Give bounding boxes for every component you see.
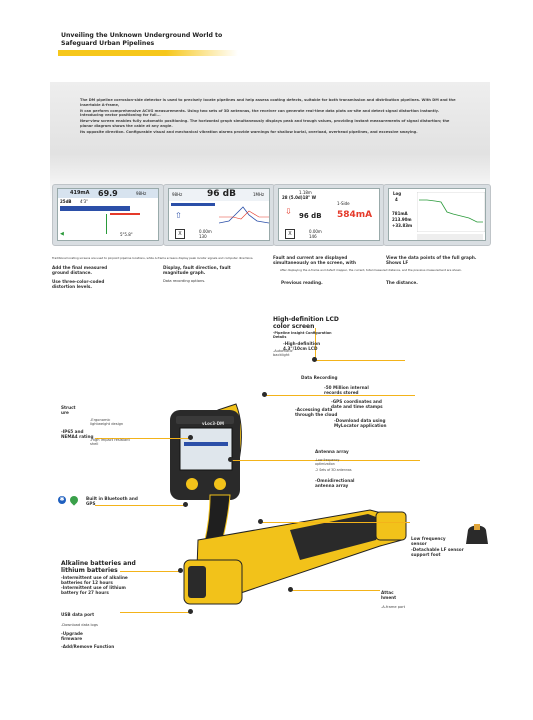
feature-title-attachment: Attac hment bbox=[381, 590, 397, 600]
feature-lcd-item: -High-definition 4.3"/10cm LCD bbox=[283, 341, 321, 351]
offset-line bbox=[110, 213, 140, 215]
feature-title-usb: USB data port bbox=[61, 612, 95, 617]
close-icon: X bbox=[285, 229, 295, 239]
feature-antenna-item: -Omnidirectional antenna array bbox=[315, 478, 355, 488]
screen-signal-value: 69.9 bbox=[98, 189, 118, 198]
screen-bottom-readout: 5"5.8" bbox=[120, 232, 133, 237]
title-accent-bar bbox=[58, 50, 238, 56]
title-line-1: Unveiling the Unknown Underground World to bbox=[61, 32, 223, 39]
callout-dot bbox=[183, 502, 188, 507]
feature-title-antenna: Antenna array bbox=[315, 449, 349, 454]
feature-title-lcd: High-definition LCD color screen bbox=[273, 316, 339, 330]
callout-dot bbox=[178, 568, 183, 573]
callout-dot bbox=[312, 357, 317, 362]
lf-sensor-foot bbox=[462, 520, 492, 548]
caption: Use three-color-coded distortion levels. bbox=[52, 279, 105, 289]
intro-paragraph: New-view screen enables fully automatic positioning. The horizontal graph simultaneously displays peak and trough values, providing instant measurements of signal distortion; the planar diagram shows the cable at any angle. bbox=[80, 119, 450, 128]
feature-lf-item: -Detachable LF sensor support foot bbox=[411, 547, 464, 557]
screen-count: 146 bbox=[309, 234, 317, 239]
caption: Previous reading. bbox=[281, 280, 323, 285]
screen-current-value: 584mA bbox=[337, 210, 373, 220]
feature-lcd-item: -Automatic backlight bbox=[273, 349, 293, 358]
feature-structure-item: -Ergonomic lightweight design bbox=[90, 418, 124, 427]
feature-battery-item: -Intermittent use of lithium battery for 27 hours bbox=[61, 585, 126, 595]
feature-recording-item: -Download data using MyLocator application bbox=[334, 418, 387, 428]
feature-title-batteries: Alkaline batteries and lithium batteries bbox=[61, 560, 136, 574]
screen-distance: 0.00m bbox=[199, 229, 212, 234]
intro-paragraph: it can perform comprehensive ACVG measurements. Using two sets of 3D antennas, the receiver can generate real-time data plots on-site and detect signal distortion instantly. Introducing vector positioning for full... bbox=[80, 108, 440, 118]
arrow-up-icon: ⇧ bbox=[175, 211, 182, 220]
close-icon: X bbox=[175, 229, 185, 239]
screen-count: 130 bbox=[199, 234, 207, 239]
screen-graph bbox=[383, 184, 491, 246]
toolbar bbox=[417, 234, 483, 240]
screen-frequency: 98Hz bbox=[172, 192, 183, 197]
screen-log-label: Log bbox=[393, 191, 402, 196]
screen-display bbox=[388, 188, 486, 241]
screen-log-number: 4 bbox=[395, 197, 398, 202]
data-points-graph bbox=[417, 192, 485, 232]
fault-graph bbox=[219, 203, 269, 227]
feature-attachment-item: -A-frame port bbox=[381, 605, 406, 609]
caption: The distance. bbox=[386, 280, 418, 285]
leader-line bbox=[315, 360, 405, 361]
screen-display bbox=[168, 188, 270, 241]
screen-depth: 1.18m bbox=[299, 190, 312, 195]
feature-structure-item: -High impact resistant shell bbox=[90, 438, 130, 447]
feature-lcd-sub: -Pipeline Insight Configuration Details bbox=[273, 331, 332, 339]
guide-line bbox=[106, 214, 107, 234]
screen-locate bbox=[52, 184, 164, 246]
feature-usb-item: -Download data logs bbox=[61, 623, 98, 627]
feature-bluetooth-gps: Built in Bluetooth and GPS bbox=[86, 496, 138, 506]
callout-dot bbox=[262, 392, 267, 397]
caption-small: Traditional locating screens are used to pinpoint pipeline locations, while A-frame screens display peak locator signals and computer directions. bbox=[52, 256, 254, 260]
title-line-2: Safeguard Urban Pipelines bbox=[61, 40, 155, 47]
signal-bar bbox=[60, 206, 130, 211]
feature-battery-item: -Intermittent use of alkaline batteries for 12 hours bbox=[61, 575, 128, 585]
callout-dot bbox=[188, 609, 193, 614]
screen-depth: 25dB bbox=[60, 199, 72, 204]
screen-header: 28 (5.0d)18" W bbox=[282, 195, 317, 200]
screen-display bbox=[57, 188, 159, 241]
feature-title-structure: Struct ure bbox=[61, 405, 76, 415]
feature-usb-item: -Upgrade firmware bbox=[61, 631, 83, 641]
feature-recording-item: -50 Million internal records stored bbox=[324, 385, 369, 395]
feature-antenna-item: -2 Sets of 3D antennas bbox=[315, 468, 352, 472]
callout-dot bbox=[258, 519, 263, 524]
caption: Add the final measured ground distance. bbox=[52, 265, 108, 275]
screen-display bbox=[278, 188, 380, 241]
leader-line bbox=[120, 612, 190, 613]
screen-distance: 213.90m bbox=[392, 217, 412, 222]
screen-side: 1-Side bbox=[337, 201, 350, 206]
arrow-left-icon: ◀ bbox=[60, 231, 64, 237]
caption: View the data points of the full graph. Shows LF bbox=[386, 255, 477, 265]
intro-paragraph: Its opposite direction. Configurable visual and mechanical vibration alarms provide warnings for shallow burial, overload, overhead pipelines, and excessive swaying. bbox=[80, 130, 418, 135]
caption: Display, fault direction, fault magnitude graph. bbox=[163, 265, 231, 275]
feature-antenna-item: -Low frequency optimization bbox=[315, 458, 340, 466]
screen-fault bbox=[163, 184, 275, 246]
feature-usb-item: -Add/Remove Function bbox=[61, 644, 115, 649]
intro-text bbox=[80, 98, 460, 136]
feature-recording-item: -GPS coordinates and date and time stamps bbox=[331, 399, 383, 409]
feature-recording-item: -Accessing data through the cloud bbox=[295, 407, 338, 417]
screen-current-value: 781mA bbox=[392, 211, 408, 216]
caption: Fault and current are displayed simultaneously on the screen, with bbox=[273, 255, 356, 265]
gps-pin-icon bbox=[68, 494, 79, 505]
feature-structure-item: -IP65 and NEMA4 rating bbox=[61, 429, 94, 439]
feature-title-recording: Data Recording bbox=[301, 375, 338, 380]
callout-dot bbox=[228, 457, 233, 462]
callout-dot bbox=[188, 435, 193, 440]
screen-frequency-2: 1MHz bbox=[253, 192, 265, 197]
leader-line bbox=[290, 590, 380, 591]
bluetooth-icon: ✱ bbox=[59, 496, 65, 503]
screen-offset: +33.83m bbox=[392, 223, 413, 228]
screen-signal-value: 96 dB bbox=[299, 212, 322, 220]
signal-bar bbox=[171, 203, 215, 206]
page-title bbox=[61, 32, 261, 48]
arrow-down-icon: ⇩ bbox=[285, 207, 292, 216]
callout-dot bbox=[288, 587, 293, 592]
leader-line bbox=[265, 395, 415, 396]
screen-current bbox=[273, 184, 385, 246]
leader-line bbox=[260, 522, 410, 523]
screen-distance: 0.00m bbox=[309, 229, 322, 234]
caption-small: After displaying the A-frame and defect mapper, the current, total measured distance, and the previous measurement are shown. bbox=[280, 268, 463, 272]
device-brand-label: vLoc3-DM bbox=[202, 421, 225, 426]
screen-signal-value: 96 dB bbox=[207, 189, 236, 199]
screen-current: 419mA bbox=[70, 190, 90, 196]
screen-frequency: 98Hz bbox=[136, 191, 147, 196]
screen-depth-ft: 4'3" bbox=[80, 199, 89, 204]
feature-title-lf-sensor: Low frequency sensor bbox=[411, 536, 446, 546]
caption: Data recording options. bbox=[163, 279, 206, 283]
intro-paragraph: The DM pipeline corrosion-side detector is used to precisely locate pipelines and help assess coating defects, suitable for both transmission and distribution pipelines. With DM and the insertable A-frame, bbox=[80, 98, 456, 107]
